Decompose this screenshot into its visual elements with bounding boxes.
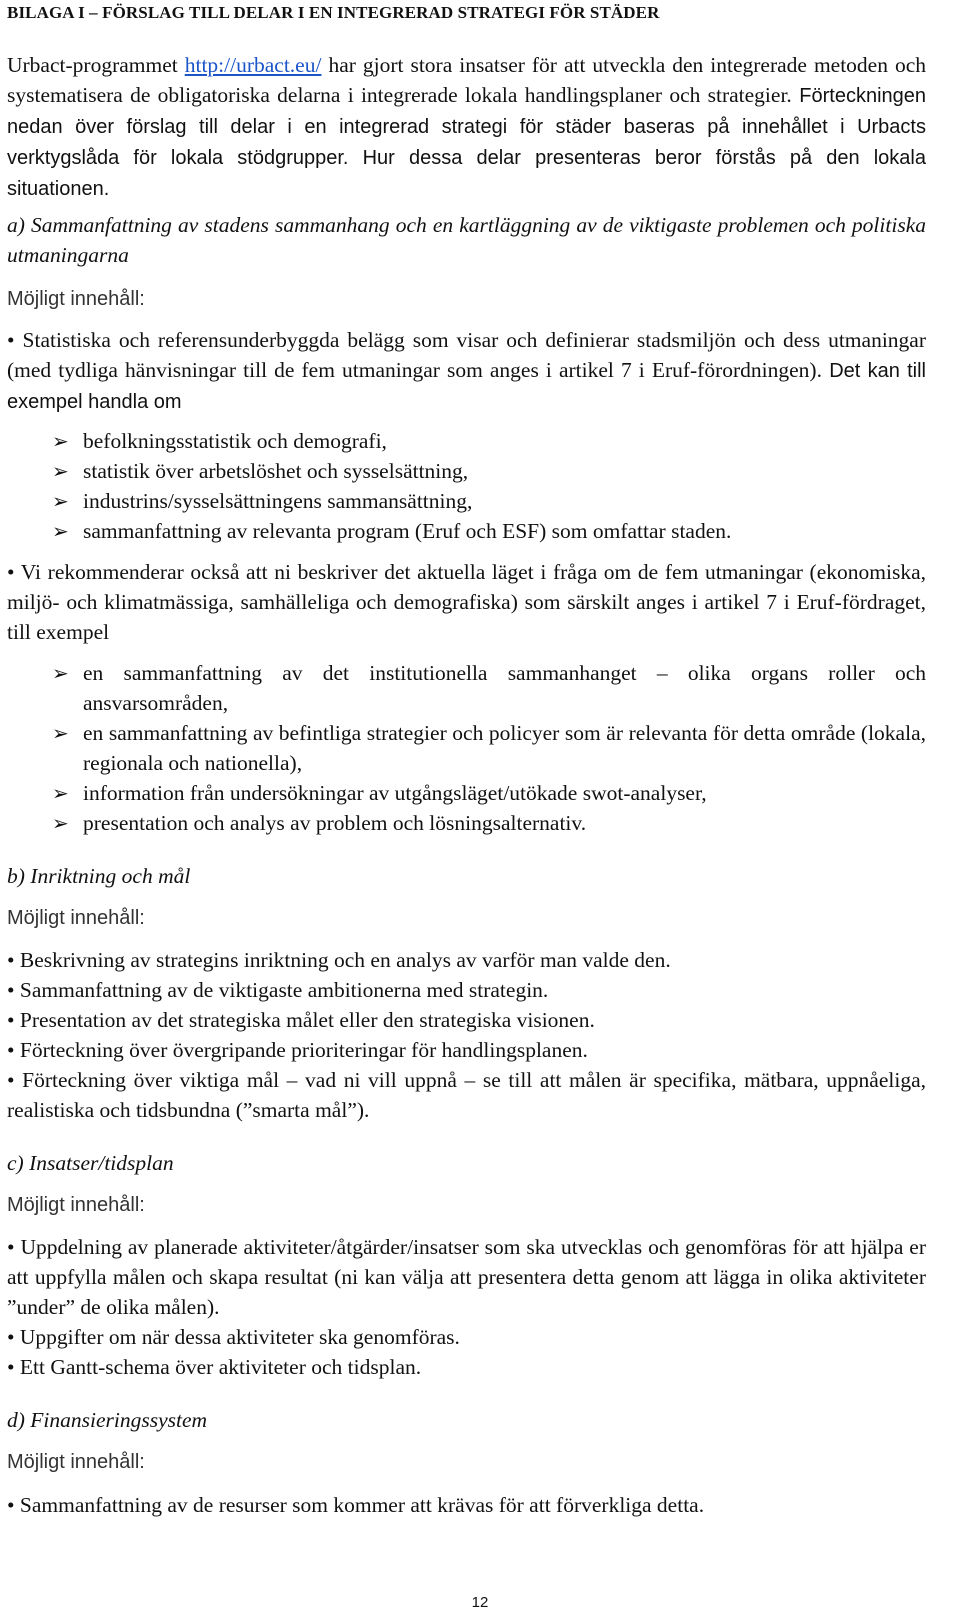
section-d-bullet: • Sammanfattning av de resurser som kommer att krävas för att förverkliga detta.	[7, 1493, 705, 1517]
section-a-list-1	[52, 426, 926, 546]
list-item: • Uppdelning av planerade aktiviteter/åtgärder/insatser som ska utvecklas och genomföras för att hjälpa er att uppfylla målen och skapa resultat (ni kan välja att presentera detta genom att lägga in olika aktiviteter ”under” de olika målen).	[7, 1235, 926, 1319]
section-c-bullets	[7, 1232, 926, 1382]
list-item: ➢ information från undersökningar av utgångsläget/utökade swot-analyser,	[52, 778, 926, 808]
section-d-possible-content: Möjligt innehåll:	[7, 1451, 145, 1473]
section-a-bullet-1-tail: Det kan till exempel handla om	[7, 360, 926, 413]
intro-paragraph	[7, 50, 926, 204]
arrow-bullet-icon: ➢	[52, 781, 69, 805]
arrow-bullet-icon: ➢	[52, 489, 69, 513]
section-d-title: d) Finansieringssystem	[7, 1408, 208, 1432]
arrow-bullet-icon: ➢	[52, 721, 69, 745]
list-item: ➢ en sammanfattning av det institutionella sammanhanget – olika organs roller och ansvarsområden,	[52, 658, 926, 718]
list-item: ➢ en sammanfattning av befintliga strategier och policyer som är relevanta för detta område (lokala, regionala och nationella),	[52, 718, 926, 778]
arrow-bullet-icon: ➢	[52, 811, 69, 835]
arrow-bullet-icon: ➢	[52, 459, 69, 483]
arrow-bullet-icon: ➢	[52, 519, 69, 543]
list-item: • Förteckning över övergripande prioriteringar för handlingsplanen.	[7, 1038, 588, 1062]
list-item: ➢ industrins/sysselsättningens sammansättning,	[52, 486, 926, 516]
arrow-bullet-icon: ➢	[52, 429, 69, 453]
section-c-title: c) Insatser/tidsplan	[7, 1151, 174, 1175]
list-item: • Beskrivning av strategins inriktning och en analys av varför man valde den.	[7, 948, 671, 972]
list-item: ➢ presentation och analys av problem och lösningsalternativ.	[52, 808, 926, 838]
page-number: 12	[471, 1594, 489, 1611]
intro-text-start: Urbact-programmet	[7, 53, 185, 77]
section-a-bullet-1-text: • Statistiska och referensunderbyggda belägg som visar och definierar stadsmiljön och dess utmaningar (med tydliga hänvisningar till de fem utmaningar som anges i artikel 7 i Eruf-förordningen).	[7, 328, 926, 382]
intro-text-rest: har gjort stora insatser för att utveckla den integrerade metoden och systematisera de obligatoriska delarna i integrerade lokala handlingsplaner och strategier.	[7, 53, 926, 107]
list-item: • Ett Gantt-schema över aktiviteter och tidsplan.	[7, 1355, 422, 1379]
section-a-list-2	[52, 658, 926, 838]
list-item: • Förteckning över viktiga mål – vad ni vill uppnå – se till att målen är specifika, mätbara, uppnåeliga, realistiska och tidsbundna (”smarta mål”).	[7, 1068, 926, 1122]
section-a-title: a) Sammanfattning av stadens sammanhang och en kartläggning av de viktigaste problemen och politiska utmaningarna	[7, 213, 926, 267]
section-b-possible-content: Möjligt innehåll:	[7, 907, 145, 929]
section-b-title: b) Inriktning och mål	[7, 864, 191, 888]
list-item: ➢ befolkningsstatistik och demografi,	[52, 426, 926, 456]
intro-text-sans: Förteckningen nedan över förslag till delar i en integrerad strategi för städer baseras på innehållet i Urbacts verktygslåda för lokala stödgrupper. Hur dessa delar presenteras beror förstås på den lokala situationen.	[7, 85, 927, 200]
section-a-bullet-1	[7, 325, 926, 417]
list-item: • Uppgifter om när dessa aktiviteter ska genomföras.	[7, 1325, 460, 1349]
arrow-bullet-icon: ➢	[52, 661, 69, 685]
list-item: ➢ sammanfattning av relevanta program (Eruf och ESF) som omfattar staden.	[52, 516, 926, 546]
section-a-possible-content: Möjligt innehåll:	[7, 288, 145, 310]
page-heading: BILAGA I – FÖRSLAG TILL DELAR I EN INTEGRERAD STRATEGI FÖR STÄDER	[7, 3, 660, 22]
section-a-bullet-2: • Vi rekommenderar också att ni beskriver det aktuella läget i fråga om de fem utmaningar (ekonomiska, miljö- och klimatmässiga, samhälleliga och demografiska) som särskilt anges i artikel 7 i Eruf-fördraget, till exempel	[7, 560, 926, 644]
list-item: • Presentation av det strategiska målet eller den strategiska visionen.	[7, 1008, 595, 1032]
section-b-bullets	[7, 945, 926, 1125]
list-item: • Sammanfattning av de viktigaste ambitionerna med strategin.	[7, 978, 549, 1002]
urbact-link[interactable]: http://urbact.eu/	[184, 53, 322, 77]
section-c-possible-content: Möjligt innehåll:	[7, 1194, 145, 1216]
list-item: ➢ statistik över arbetslöshet och sysselsättning,	[52, 456, 926, 486]
